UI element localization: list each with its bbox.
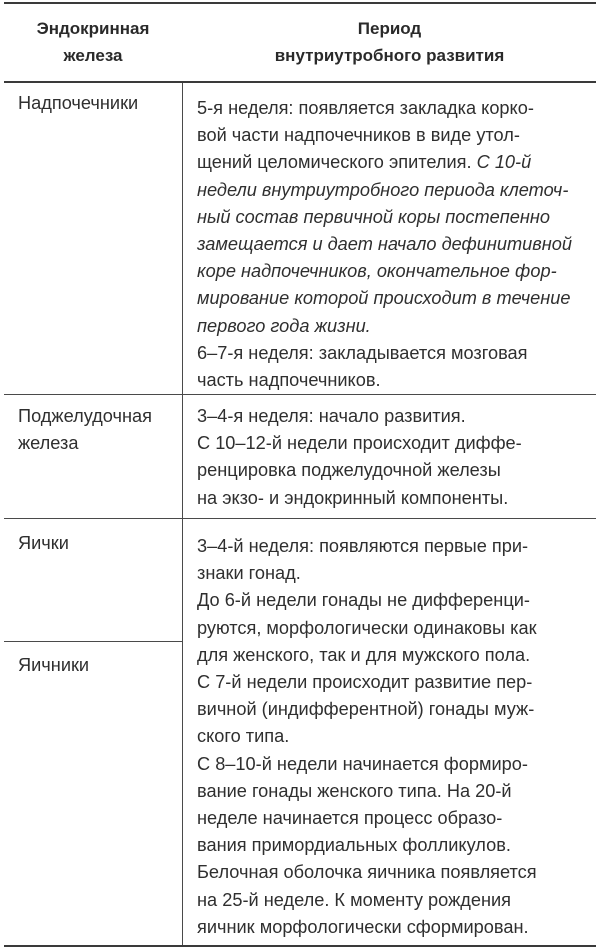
period-line-text: вичной (индифферентной) гонады муж-: [197, 699, 535, 720]
period-line-text: вой части надпочечников в виде утол-: [197, 125, 520, 146]
period-line-text: неделе начинается процесс образо-: [197, 808, 503, 829]
period-line: [197, 122, 572, 149]
period-line-text-part-2: С 10-й: [476, 152, 532, 173]
table-bottom-border: [4, 945, 596, 947]
period-line-text: мирование которой происходит в течение: [197, 288, 571, 309]
period-line: [197, 587, 537, 614]
period-line-text: вание гонады женского типа. На 20-й: [197, 780, 512, 801]
row-divider-testes-ovaries: [4, 641, 182, 642]
header-gland: [4, 15, 182, 69]
period-line-text: на 25-й неделе. К моменту рождения: [197, 889, 512, 910]
period-line-text: замещается и дает начало дефинитивной: [197, 234, 572, 255]
gland-ovaries: [18, 652, 89, 679]
column-divider: [182, 83, 183, 945]
gland-adrenal-line-1: Надпочечники: [18, 93, 139, 113]
period-line-text: недели внутриутробного периода клеточ-: [197, 179, 569, 200]
period-line: [197, 914, 537, 941]
period-line-text: часть надпочечников.: [197, 370, 381, 391]
header-period-line-1: Период: [357, 19, 422, 38]
period-line: [197, 751, 537, 778]
gland-pancreas-line-2: железа: [18, 433, 79, 454]
period-line: [197, 669, 537, 696]
header-gland-line-2: железа: [63, 46, 123, 65]
period-line-text: ренцировка поджелудочной железы: [197, 460, 501, 481]
period-line-text: 3–4-й неделя: появляются первые при-: [197, 536, 529, 556]
period-line-text: До 6-й недели гонады не дифференци-: [197, 590, 530, 611]
period-line: [197, 95, 572, 122]
period-line-text: вания примордиальных фолликулов.: [197, 835, 511, 856]
period-line-text: ный состав первичной коры постепенно: [197, 206, 551, 227]
period-line: [197, 485, 522, 512]
period-line: [197, 887, 537, 914]
period-line: [197, 533, 537, 560]
period-line: [197, 403, 522, 430]
period-line: [197, 177, 572, 204]
gland-pancreas-line-1: Поджелудочная: [18, 406, 152, 426]
period-line: [197, 778, 537, 805]
period-line-text: коре надпочечников, окончательное фор-: [197, 261, 557, 282]
gland-testes-line-1: Яички: [18, 533, 69, 553]
period-line: [197, 723, 537, 750]
period-line-text: С 10–12-й недели происходит диффе-: [197, 433, 522, 454]
period-pancreas: [197, 403, 522, 512]
period-line-text: 3–4-я неделя: начало развития.: [197, 406, 466, 426]
period-line: [197, 457, 522, 484]
gland-adrenal: [18, 90, 138, 117]
period-line-text: 6–7-я неделя: закладывается мозговая: [197, 342, 528, 363]
period-line: [197, 805, 537, 832]
gland-ovaries-line-1: Яичники: [18, 655, 90, 675]
period-line: [197, 313, 572, 340]
row-divider-2: [4, 518, 596, 519]
period-line-text: знаки гонад.: [197, 563, 301, 584]
period-line: [197, 560, 537, 587]
gland-testes: [18, 530, 69, 557]
period-line-text: С 8–10-й недели начинается формиро-: [197, 753, 528, 774]
header-period-line-2: внутриутробного развития: [274, 46, 505, 65]
period-line-text: 5-я неделя: появляется закладка корко-: [197, 98, 534, 118]
period-line-text: для женского, так и для мужского пола.: [197, 644, 531, 665]
period-line-text: на экзо- и эндокринный компоненты.: [197, 487, 509, 508]
period-line-text: щений целомического эпителия.: [197, 152, 477, 173]
period-line: [197, 430, 522, 457]
period-line-text: ского типа.: [197, 726, 290, 747]
period-adrenal: [197, 95, 572, 394]
period-gonads: [197, 533, 537, 941]
period-line: [197, 149, 572, 176]
table-top-border: [4, 2, 596, 4]
header-bottom-border: [4, 81, 596, 83]
period-line-text: Белочная оболочка яичника появляется: [197, 862, 537, 883]
period-line-text: первого года жизни.: [197, 315, 371, 336]
period-line: [197, 832, 537, 859]
gland-pancreas: [18, 403, 152, 457]
period-line: [197, 367, 572, 394]
period-line: [197, 204, 572, 231]
header-period: [183, 15, 596, 69]
period-line-text: руются, морфологически одинаковы как: [197, 617, 537, 638]
period-line: [197, 696, 537, 723]
period-line-text: С 7-й недели происходит развитие пер-: [197, 672, 533, 693]
period-line: [197, 615, 537, 642]
period-line-text: яичник морфологически сформирован.: [197, 916, 529, 937]
period-line: [197, 340, 572, 367]
period-line: [197, 859, 537, 886]
period-line: [197, 285, 572, 312]
period-line: [197, 258, 572, 285]
period-line: [197, 642, 537, 669]
header-gland-line-1: Эндокринная: [36, 19, 150, 38]
period-line: [197, 231, 572, 258]
